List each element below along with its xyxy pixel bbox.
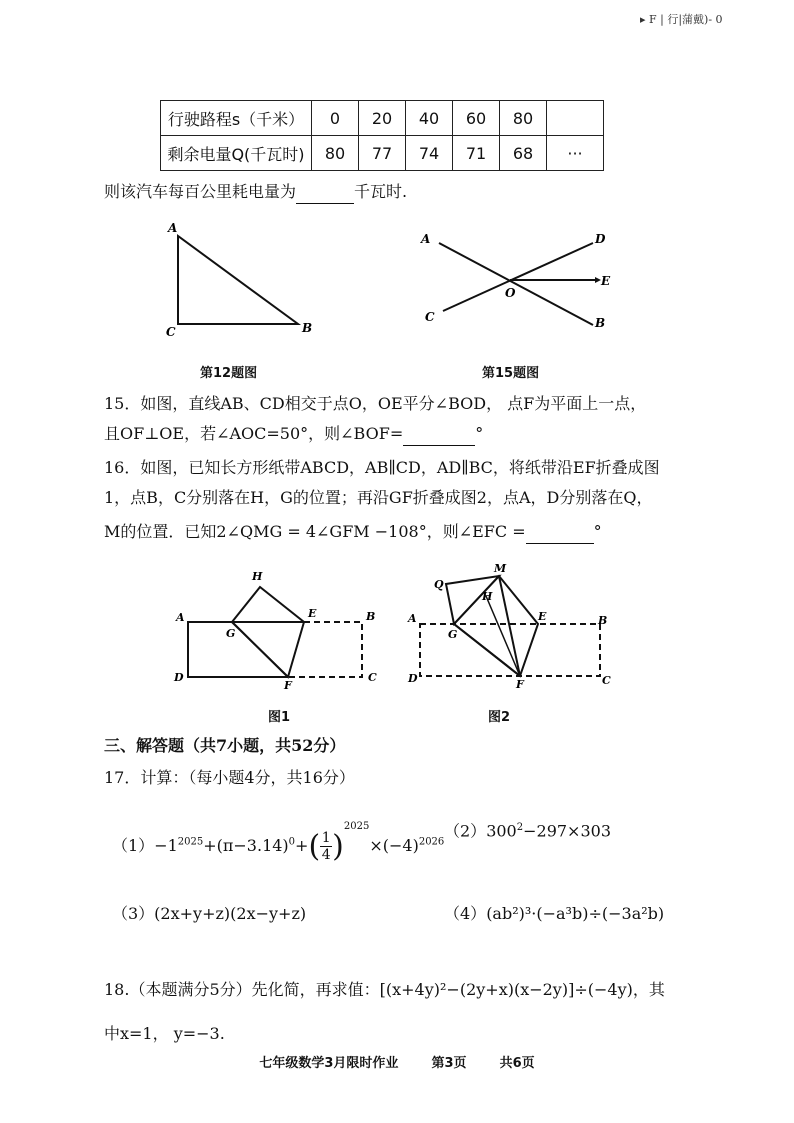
- q17-part-4: [444, 902, 664, 926]
- table-cell: [547, 101, 604, 136]
- table-cell: 80: [312, 136, 359, 171]
- exponent: 2025: [343, 821, 370, 832]
- label-A: A: [168, 221, 178, 235]
- table-row: [161, 136, 604, 171]
- charging-table: [160, 100, 604, 171]
- expr: +(π−3.14): [203, 836, 289, 855]
- figure-2-caption: 图2: [488, 710, 511, 725]
- table-cell: 剩余电量Q(千瓦时): [161, 136, 312, 171]
- figure-12-caption: 第12题图: [200, 366, 258, 381]
- label-E: E: [538, 610, 547, 623]
- label-E: E: [601, 274, 611, 288]
- table-cell: 60: [453, 101, 500, 136]
- figure-2-fold: [404, 560, 619, 695]
- header-mark: ▸ F | 行|蒲戴)- 0: [640, 13, 723, 26]
- q15-line-1: 15．如图，直线AB、CD相交于点O，OE平分∠BOD， 点F为平面上一点，: [104, 394, 647, 413]
- label-M: M: [494, 562, 507, 575]
- label-B: B: [366, 610, 376, 623]
- q15-line-2: [104, 422, 483, 446]
- q16-line-1: 16．如图，已知长方形纸带ABCD，AB∥CD，AD∥BC，将纸带沿EF折叠成图: [104, 458, 660, 477]
- figure-1-caption: 图1: [268, 710, 291, 725]
- table-cell: 80: [500, 101, 547, 136]
- q15-text: 且OF⊥OE，若∠AOC=50°，则∠BOF=: [104, 424, 404, 443]
- expr: ×(−4): [369, 836, 419, 855]
- label-B: B: [302, 321, 313, 335]
- label-H: H: [482, 590, 493, 603]
- table-cell: 68: [500, 136, 547, 171]
- label-C: C: [425, 310, 435, 324]
- q17-title: 17．计算：（每小题4分，共16分）: [104, 768, 355, 787]
- label-E: E: [308, 607, 317, 620]
- label-H: H: [252, 570, 263, 583]
- table-cell: 71: [453, 136, 500, 171]
- label-D: D: [408, 672, 418, 685]
- q17-part-1: [112, 812, 444, 863]
- exponent: 2025: [177, 836, 204, 848]
- label-D: D: [595, 232, 606, 246]
- figure-15-caption: 第15题图: [482, 366, 540, 381]
- label-F: F: [284, 679, 292, 692]
- q17-part-2: [444, 816, 611, 843]
- label-G: G: [448, 628, 458, 641]
- q14-answer-line: [104, 180, 407, 204]
- part-label: （1）: [112, 836, 155, 855]
- exponent: 2026: [418, 836, 445, 848]
- numerator: 1: [321, 830, 331, 846]
- expr: −1: [154, 836, 178, 855]
- figure-15-lines: [415, 225, 625, 335]
- exponent: 0: [288, 836, 296, 848]
- label-F: F: [516, 678, 524, 691]
- denominator: 4: [321, 847, 331, 863]
- paren-left: (: [308, 828, 321, 864]
- exponent: 2: [516, 822, 524, 833]
- table-cell: 20: [359, 101, 406, 136]
- label-A: A: [421, 232, 431, 246]
- answer-blank[interactable]: [403, 427, 475, 446]
- table-cell: 74: [406, 136, 453, 171]
- q17-part-3: （3）(2x+y+z)(2x−y+z): [112, 904, 307, 923]
- table-cell: 77: [359, 136, 406, 171]
- label-C: C: [602, 674, 611, 687]
- expr: (ab²)³·(−a³b)÷(−3a²b): [486, 904, 665, 923]
- section-heading: 三、解答题（共7小题，共52分）: [104, 736, 346, 755]
- q16-line-3: [104, 520, 602, 544]
- q18-line-2: 中x=1， y=−3.: [104, 1024, 225, 1043]
- q18-line-1: 18.（本题满分5分）先化简，再求值：[(x+4y)²−(2y+x)(x−2y)]÷(−4y)，其: [104, 980, 665, 999]
- table-cell: 行驶路程s（千米）: [161, 101, 312, 136]
- label-D: D: [174, 671, 184, 684]
- table-row: [161, 101, 604, 136]
- q16-unit: °: [593, 522, 602, 541]
- page-footer: [0, 1052, 794, 1071]
- footer-page: 第3页: [431, 1056, 467, 1071]
- label-B: B: [595, 316, 606, 330]
- table-cell: ···: [547, 136, 604, 171]
- label-G: G: [226, 627, 236, 640]
- answer-blank[interactable]: [296, 185, 354, 204]
- answer-blank[interactable]: [526, 525, 594, 544]
- label-A: A: [176, 611, 185, 624]
- figure-12-triangle: [160, 218, 320, 348]
- label-C: C: [368, 671, 377, 684]
- label-A: A: [408, 612, 417, 625]
- table-cell: 40: [406, 101, 453, 136]
- label-O: O: [505, 286, 516, 300]
- expr: −297×303: [523, 821, 611, 841]
- footer-subject: 七年级数学3月限时作业: [259, 1056, 399, 1071]
- q14-unit: 千瓦时.: [354, 182, 408, 201]
- label-Q: Q: [434, 578, 444, 591]
- q14-text: 则该汽车每百公里耗电量为: [104, 182, 297, 201]
- label-B: B: [598, 614, 608, 627]
- footer-total: 共6页: [499, 1056, 535, 1071]
- q16-text: M的位置．已知2∠QMG = 4∠GFM −108°，则∠EFC =: [104, 522, 526, 541]
- q15-unit: °: [475, 424, 484, 443]
- q16-line-2: 1，点B，C分别落在H，G的位置；再沿GF折叠成图2，点A，D分别落在Q，: [104, 488, 653, 507]
- label-C: C: [166, 325, 176, 339]
- paren-right: ): [332, 828, 344, 864]
- figure-1-fold: [170, 565, 385, 695]
- part-label: （4）: [444, 904, 487, 923]
- part-label: （2）: [444, 821, 487, 841]
- fraction: [320, 830, 332, 863]
- table-cell: 0: [312, 101, 359, 136]
- expr: +: [295, 836, 309, 855]
- expr: 300: [486, 821, 517, 841]
